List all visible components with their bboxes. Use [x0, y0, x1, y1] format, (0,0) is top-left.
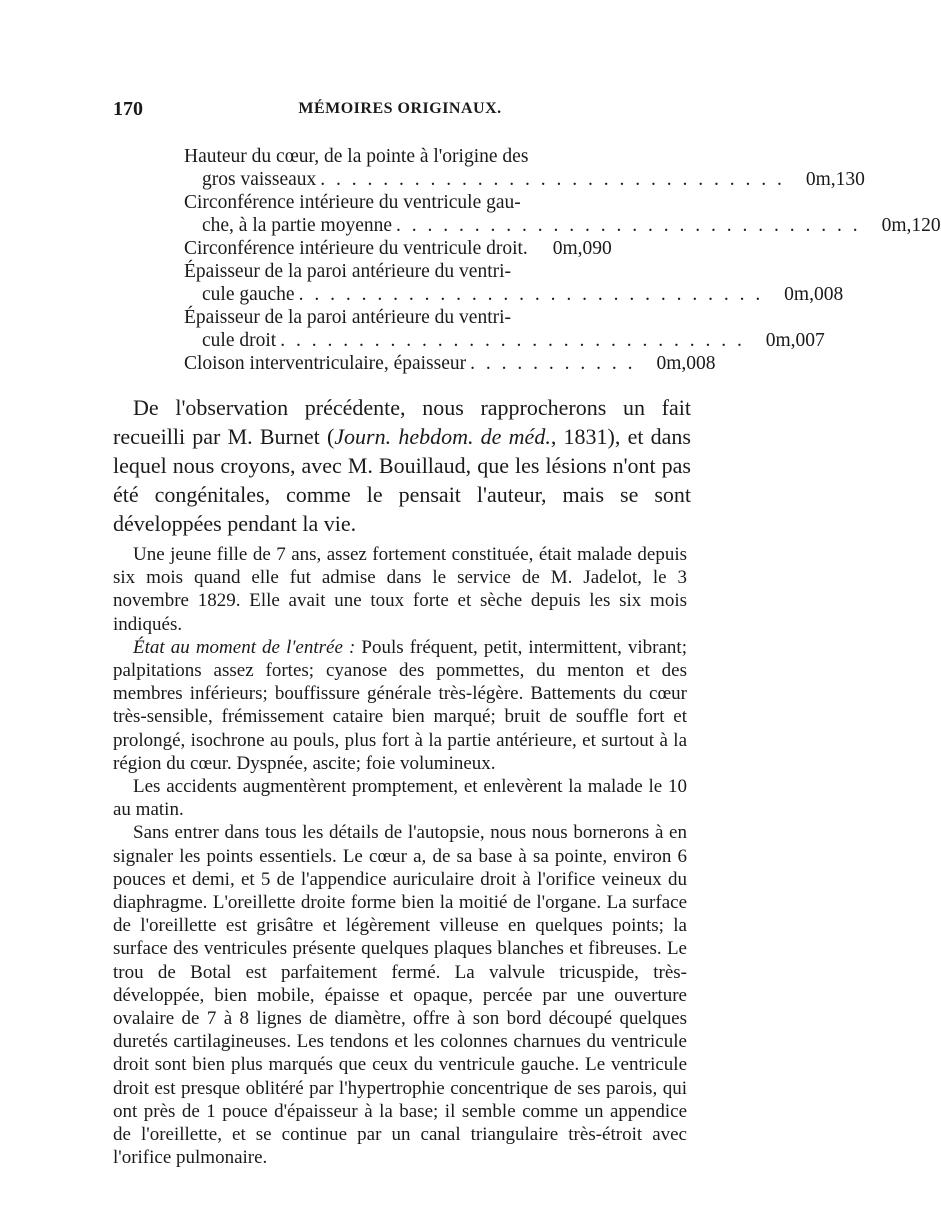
dot-leader: . . . . . . . . . . . . . . . . . . . . . . . . . . . . . . — [298, 284, 764, 305]
measurement-label-line1: Épaisseur de la paroi antérieure du ventri- — [184, 307, 512, 328]
state-on-entry-text: Pouls fréquent, petit, intermittent, vibrant; palpitations assez fortes; cyanose des pommettes, du menton et des membres inférieurs; bouffissure générale très-légère. Battements du cœur très-sensible, frémissement cataire bien marqué; bruit de souffle fort et prolongé, isochrone au pouls, plus fort à la partie antérieure, et surtout à la région du cœur. Dyspnée, ascite; foie volumineux. — [113, 636, 687, 774]
measurement-value: 0m,007 — [765, 330, 825, 351]
case-report — [113, 543, 687, 1169]
measurement-label-line2: cule droit — [202, 330, 277, 351]
dot-leader: . . . . . . . . . . . . . . . . . . . . . . . . . . . . . . — [396, 215, 861, 236]
measurement-value: 0m,008 — [656, 353, 716, 374]
measurement-label-line1: Circonférence intérieure du ventricule gau- — [184, 192, 521, 213]
case-paragraph-1: Une jeune fille de 7 ans, assez fortement constituée, était malade depuis six mois quand elle fut admise dans le service de M. Jadelot, le 3 novembre 1829. Elle avait une toux forte et sèche depuis les six mois indiqués. — [113, 544, 687, 635]
measurements-list — [160, 145, 941, 375]
measurement-label-line2: Circonférence intérieure du ventricule droit. — [184, 238, 528, 259]
measurement-label-line2: che, à la partie moyenne — [202, 215, 393, 236]
measurement-label-line1: Hauteur du cœur, de la pointe à l'origine des — [184, 146, 529, 167]
measurement-row — [160, 352, 716, 375]
intro-text-end: , 1831), et dans lequel nous croyons, avec M. Bouillaud, que les lésions n'ont pas été congénitales, comme le pensait l'auteur, mais se sont développées pendant la vie. — [113, 424, 691, 536]
measurement-label-line2: cule gauche — [202, 284, 295, 305]
intro-text-start: De l'observation précédente, nous rapprocherons un fait recueilli par M. Burnet ( — [113, 395, 691, 449]
measurement-row — [160, 191, 941, 237]
dot-leader: . . . . . . . . . . . — [470, 353, 636, 374]
case-paragraph-3: Les accidents augmentèrent promptement, et enlevèrent la malade le 10 au matin. — [113, 776, 687, 821]
measurement-row — [160, 237, 612, 260]
running-title: MÉMOIRES ORIGINAUX. — [298, 100, 502, 117]
measurement-row — [160, 145, 865, 191]
measurement-value: 0m,008 — [784, 284, 844, 305]
journal-reference: Journ. hebdom. de méd. — [334, 424, 551, 449]
intro-paragraph — [113, 393, 691, 538]
dot-leader: . . . . . . . . . . . . . . . . . . . . . . . . . . . . . . — [320, 169, 785, 190]
autopsy-paragraph: Sans entrer dans tous les détails de l'autopsie, nous nous bornerons à en signaler les points essentiels. Le cœur a, de sa base à sa pointe, environ 6 pouces et demi, et 5 de l'appendice auriculaire droit à l'orifice veineux du diaphragme. L'oreillette droite forme bien la moitié de l'organe. La surface de l'oreillette est grisâtre et légèrement villeuse en quelques points; la surface des ventricules présente quelques plaques blanches et fibreuses. Le trou de Botal est parfaitement fermé. La valvule tricuspide, très-développée, bien mobile, épaisse et opaque, percée par une ouverture ovalaire de 7 à 8 lignes de diamètre, offre à son bord découpé quelques duretés cartilagineuses. Les tendons et les colonnes charnues du ventricule droit sont bien plus marqués que ceux du ventricule gauche. Le ventricule droit est presque oblitéré par l'hypertrophie concentrique de ses parois, qui ont près de 1 pouce d'épaisseur à la base; il semble comme un appendice de l'oreillette, et se continue par un canal triangulaire très-étroit avec l'orifice pulmonaire. — [113, 822, 687, 1169]
measurement-row — [160, 306, 825, 352]
dot-leader: . . . . . . . . . . . . . . . . . . . . . . . . . . . . . . — [280, 330, 745, 351]
measurement-label-line2: gros vaisseaux — [202, 169, 317, 190]
measurement-value: 0m,120 — [881, 215, 941, 236]
case-paragraph-2 — [113, 636, 687, 775]
measurement-row — [160, 260, 844, 306]
state-on-entry-label: État au moment de l'entrée : — [133, 636, 356, 658]
measurement-value: 0m,130 — [805, 169, 865, 190]
measurement-label-line2: Cloison interventriculaire, épaisseur — [184, 353, 467, 374]
page-header — [113, 98, 687, 128]
page-number: 170 — [113, 98, 143, 120]
measurement-label-line1: Épaisseur de la paroi antérieure du ventri- — [184, 261, 512, 282]
measurement-value: 0m,090 — [552, 238, 612, 259]
